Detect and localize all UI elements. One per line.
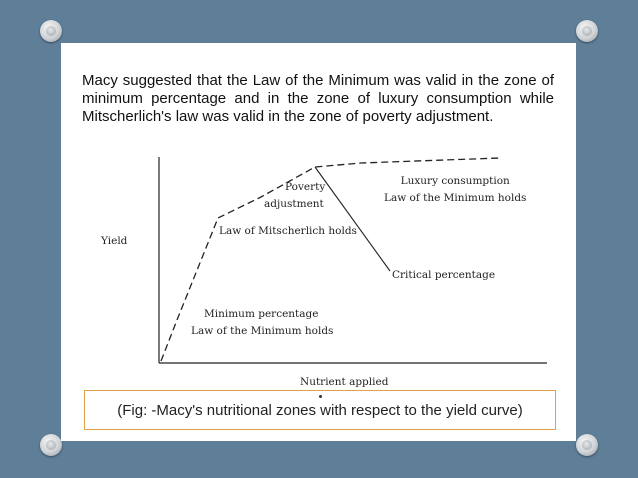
paragraph-line-4: adjustment. xyxy=(415,108,494,125)
paragraph-line-3: while Mitscherlich's law was valid in the zone of poverty xyxy=(82,90,554,125)
paragraph-line-2: of minimum percentage and in the zone of luxury consumption xyxy=(82,72,554,107)
yield-curve-diagram xyxy=(85,145,552,392)
x-axis-label: Nutrient applied xyxy=(300,376,389,388)
caption-text: (Fig: -Macy's nutritional zones with respect to the yield curve) xyxy=(117,401,523,419)
y-axis-label: Yield xyxy=(101,235,128,247)
yield-curve-figure xyxy=(85,145,552,392)
pushpin-icon xyxy=(576,434,598,456)
pushpin-icon xyxy=(40,434,62,456)
pushpin-icon xyxy=(576,20,598,42)
poverty-label: Poverty xyxy=(285,181,326,193)
minimum-percentage-label: Minimum percentage xyxy=(204,308,319,320)
figure-caption xyxy=(84,390,556,430)
mitscherlich-label: Law of Mitscherlich holds xyxy=(219,225,357,237)
intro-paragraph xyxy=(82,72,554,144)
luxury-consumption-label: Luxury consumption xyxy=(400,175,510,187)
paragraph-line-1: Macy suggested that the Law of the Minimum was valid in the zone xyxy=(82,72,537,89)
luxury-law-label: Law of the Minimum holds xyxy=(384,192,527,204)
critical-percentage-label: Critical percentage xyxy=(392,269,496,281)
adjustment-label: adjustment xyxy=(264,198,324,210)
pushpin-icon xyxy=(40,20,62,42)
minimum-law-label: Law of the Minimum holds xyxy=(191,325,334,337)
